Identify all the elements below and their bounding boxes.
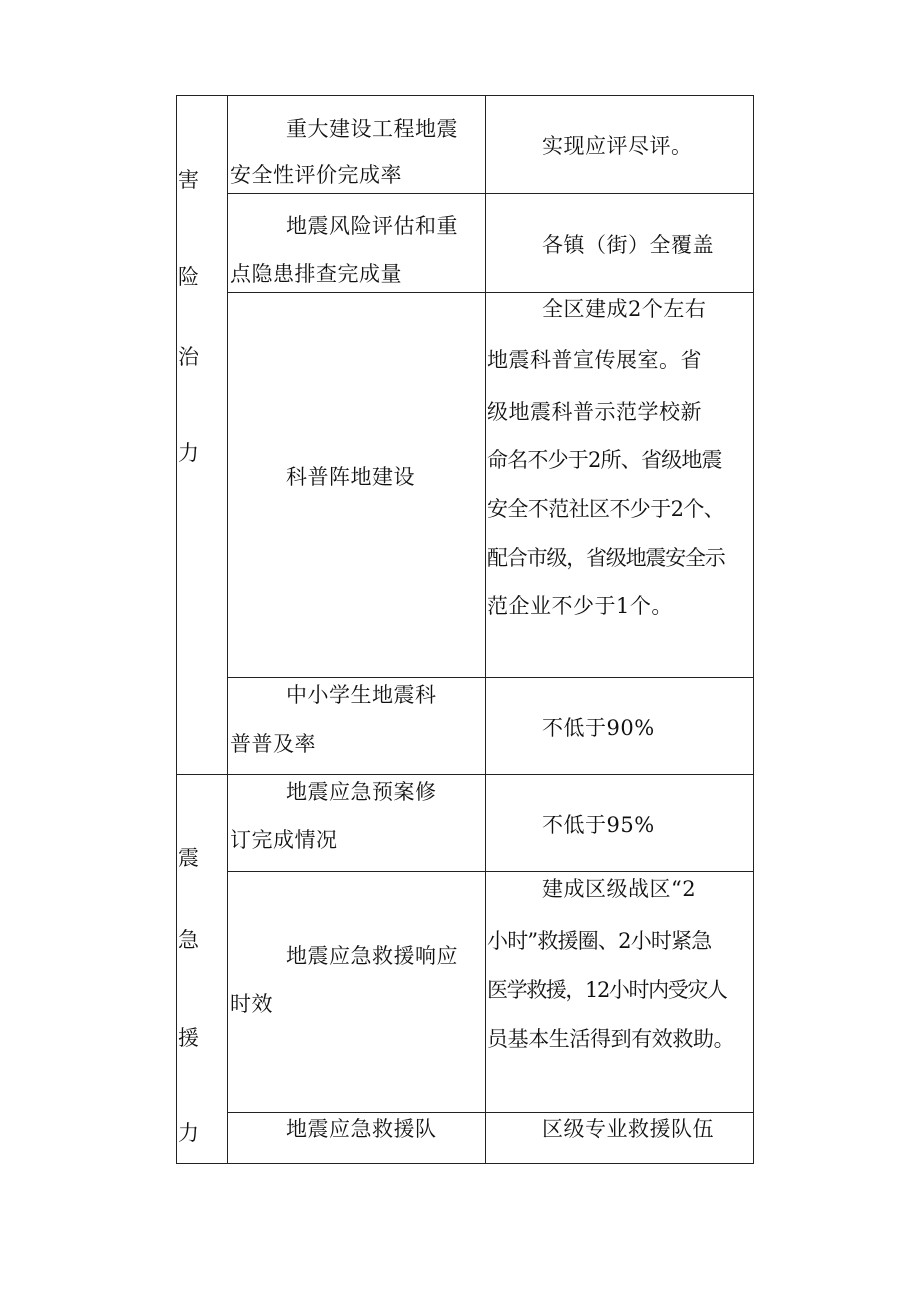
indicator-text: 地震应急预案修	[286, 780, 437, 804]
indicator-text: 普普及率	[230, 732, 316, 756]
indicator-text: 重大建设工程地震	[286, 117, 458, 141]
indicator-text: 科普阵地建设	[286, 465, 415, 489]
category-char: 援	[178, 1026, 199, 1050]
target-text: 建成区级战区“2	[542, 877, 697, 901]
table-column-divider-1	[227, 95, 228, 1164]
table-border-left	[176, 95, 177, 1164]
table-column-divider-2	[485, 95, 486, 1164]
target-text: 小时”救援圈、2小时紧急	[487, 929, 712, 953]
target-text: 配合市级，省级地震安全示	[487, 546, 725, 570]
category-char: 险	[178, 265, 199, 289]
target-text: 命名不少于2所、省级地震	[487, 448, 722, 472]
category-char: 震	[178, 846, 199, 870]
target-text: 全区建成2个左右	[542, 297, 707, 321]
indicator-text: 中小学生地震科	[286, 683, 437, 707]
table-border-right	[753, 95, 754, 1164]
row-divider	[227, 193, 754, 194]
target-text: 地震科普宣传展室。省	[487, 348, 702, 372]
target-text: 安全不范社区不少于2个、	[487, 497, 725, 521]
indicator-text: 地震应急救援响应	[286, 944, 458, 968]
section-divider	[176, 774, 754, 775]
target-text: 不低于90%	[542, 716, 655, 740]
row-divider	[227, 871, 754, 872]
target-text: 员基本生活得到有效救助。	[487, 1027, 735, 1051]
category-char: 治	[178, 345, 199, 369]
target-text: 范企业不少于1个。	[487, 594, 673, 618]
indicator-text: 地震应急救援队	[286, 1117, 437, 1141]
target-text: 不低于95%	[542, 813, 655, 837]
target-text: 医学救援，12小时内受灾人	[487, 978, 727, 1002]
target-text: 实现应评尽评。	[542, 134, 693, 158]
target-text: 级地震科普示范学校新	[487, 400, 702, 424]
row-divider	[227, 292, 754, 293]
indicator-text: 时效	[230, 992, 273, 1016]
indicator-text: 订完成情况	[230, 828, 338, 852]
table-border-top	[176, 95, 754, 96]
category-char: 力	[178, 441, 199, 465]
category-char: 害	[178, 168, 199, 192]
target-text: 区级专业救援队伍	[542, 1117, 714, 1141]
category-char: 力	[178, 1121, 199, 1145]
row-divider	[227, 677, 754, 678]
table-border-bottom	[176, 1163, 754, 1164]
indicator-text: 点隐患排查完成量	[230, 262, 402, 286]
indicator-text: 地震风险评估和重	[286, 214, 458, 238]
target-text: 各镇（街）全覆盖	[542, 233, 714, 257]
indicator-text: 安全性评价完成率	[230, 163, 402, 187]
row-divider	[227, 1112, 754, 1113]
category-char: 急	[178, 928, 199, 952]
